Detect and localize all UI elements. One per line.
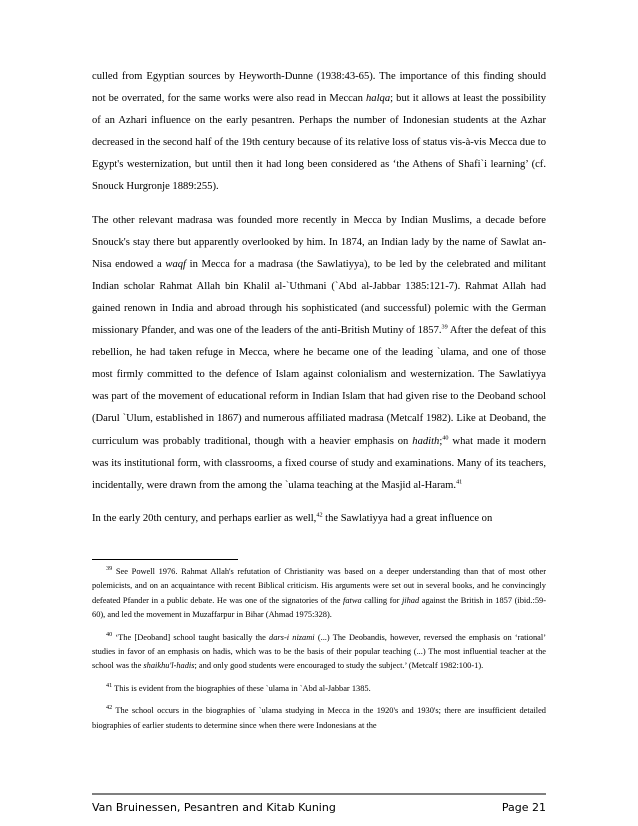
text-run: ;	[439, 435, 443, 447]
footnotes-section	[92, 565, 546, 741]
italic-term: shaikhu'l-hadis	[143, 661, 195, 671]
text-run: what made it modern was its institutional form, with classrooms, a fixed course of study and examinations. Many of its teachers, incidentally, were drawn from the among the `ulama teaching at the Masjid al-Haram.	[92, 435, 547, 491]
main-text	[92, 66, 546, 541]
footnote-number: 40	[106, 630, 113, 638]
paragraph-2	[92, 210, 546, 497]
footnote-text: The school occurs in the biographies of `ulama studying in Mecca in the 1920's and 1930's; there are insufficient detailed biographies of earlier students to determine since when there were Indonesians at the	[92, 706, 546, 730]
footnote-text: calling for	[361, 595, 402, 605]
footnote-number: 42	[106, 704, 113, 712]
italic-term: hadith	[412, 435, 440, 447]
text-run: ; but it allows at least the possibility of an Azhari influence on the early pesantren. Perhaps the number of Indonesian students at the Azhar decreased in the second half of the 19th century because of its relative loss of status vis-à-vis Mecca due to Egypt's westernization, but until then it had long been considered as ‘the Athens of Shafi`i learning’ (cf. Snouck Hurgronje 1889:255).	[92, 93, 546, 193]
footnote-text: See Powell 1976. Rahmat Allah's refutation of Christianity was based on a deeper understanding than that of most other polemicists, and on an acquaintance with recent Biblical criticism. His arguments were set out in several books, and he convincingly defeated Pfander in a public debate. He was one of the signatories of the	[92, 567, 546, 605]
text-run: After the defeat of this rebellion, he had taken refuge in Mecca, where he became one of the leading `ulama, and one of those most firmly committed to the defence of Islam against colonialism and westernization. The Sawlatiyya was part of the movement of educational reform in Indian Islam that had given rise to the Deoband school (Darul `Ulum, established in 1867) and numerous affiliated madrasa (Metcalf 1982). Like at Deoband, the curriculum was probably traditional, though with a heavier emphasis on	[92, 325, 546, 447]
italic-term: dars-i nizami	[269, 632, 315, 642]
paragraph-1	[92, 66, 546, 199]
text-run: The other relevant madrasa was founded more recently in Mecca by Indian Muslims, a decade before Snouck's stay there but apparently overlooked by him. In 1874, an Indian lady by the name of Sawlat an-Nisa endowed a	[92, 214, 546, 270]
footnote-40	[92, 631, 546, 674]
footnote-ref-39[interactable]: 39	[441, 323, 448, 331]
footnote-42	[92, 704, 546, 733]
italic-term: fatwa	[343, 595, 362, 605]
footnote-ref-41[interactable]: 41	[456, 478, 463, 486]
footnote-text: ; and only good students were encouraged to study the subject.’ (Metcalf 1982:100-1).	[194, 661, 484, 671]
page-footer	[92, 793, 546, 818]
text-run: the Sawlatiyya had a great influence on	[322, 512, 493, 524]
footnote-ref-42[interactable]: 42	[316, 511, 323, 519]
footnote-text: (...) The Deobandis, however, reversed the emphasis on ‘rational’ studies in favor of an emphasis on hadis, which was to be the basis of their popular teaching (...) The most influential teacher at the school was the	[92, 632, 546, 671]
italic-term: halqa	[365, 93, 391, 105]
footnote-number: 41	[106, 682, 113, 690]
italic-term: jihad	[401, 595, 420, 605]
text-run: in Mecca for a madrasa (the Sawlatiyya), to be led by the celebrated and militant Indian scholar Rahmat Allah bin Khalil al-`Uthmani (`Abd al-Jabbar 1385:121-7). Rahmat Allah had gained renown in India and abroad through his sophisticated (and successful) polemic with the German missionary Pfander, and was one of the leaders of the anti-British Mutiny of 1857.	[92, 258, 547, 337]
paragraph-3	[92, 508, 546, 530]
footnote-separator	[92, 559, 238, 560]
footnote-text: against the British in 1857 (ibid.:59-60), and led the movement in Muzaffarpur in Bihar (Ahmad 1975:328).	[92, 595, 546, 620]
footer-title: Van Bruinessen, Pesantren and Kitab Kuning	[92, 801, 336, 814]
footnote-text: This is evident from the biographies of these `ulama in `Abd al-Jabbar 1385.	[112, 683, 371, 693]
footnote-39	[92, 565, 546, 623]
text-run: culled from Egyptian sources by Heyworth-Dunne (1938:43-65). The importance of this finding should not be overrated, for the same works were also read in Meccan	[92, 71, 546, 105]
page-number: Page 21	[501, 801, 546, 814]
text-run: In the early 20th century, and perhaps earlier as well,	[92, 512, 317, 524]
italic-term: waqf	[165, 258, 186, 270]
footnote-ref-40[interactable]: 40	[442, 433, 449, 441]
footnote-text: ‘The [Deoband] school taught basically the	[112, 632, 270, 642]
footnote-41	[92, 682, 546, 696]
footnote-number: 39	[106, 565, 113, 573]
